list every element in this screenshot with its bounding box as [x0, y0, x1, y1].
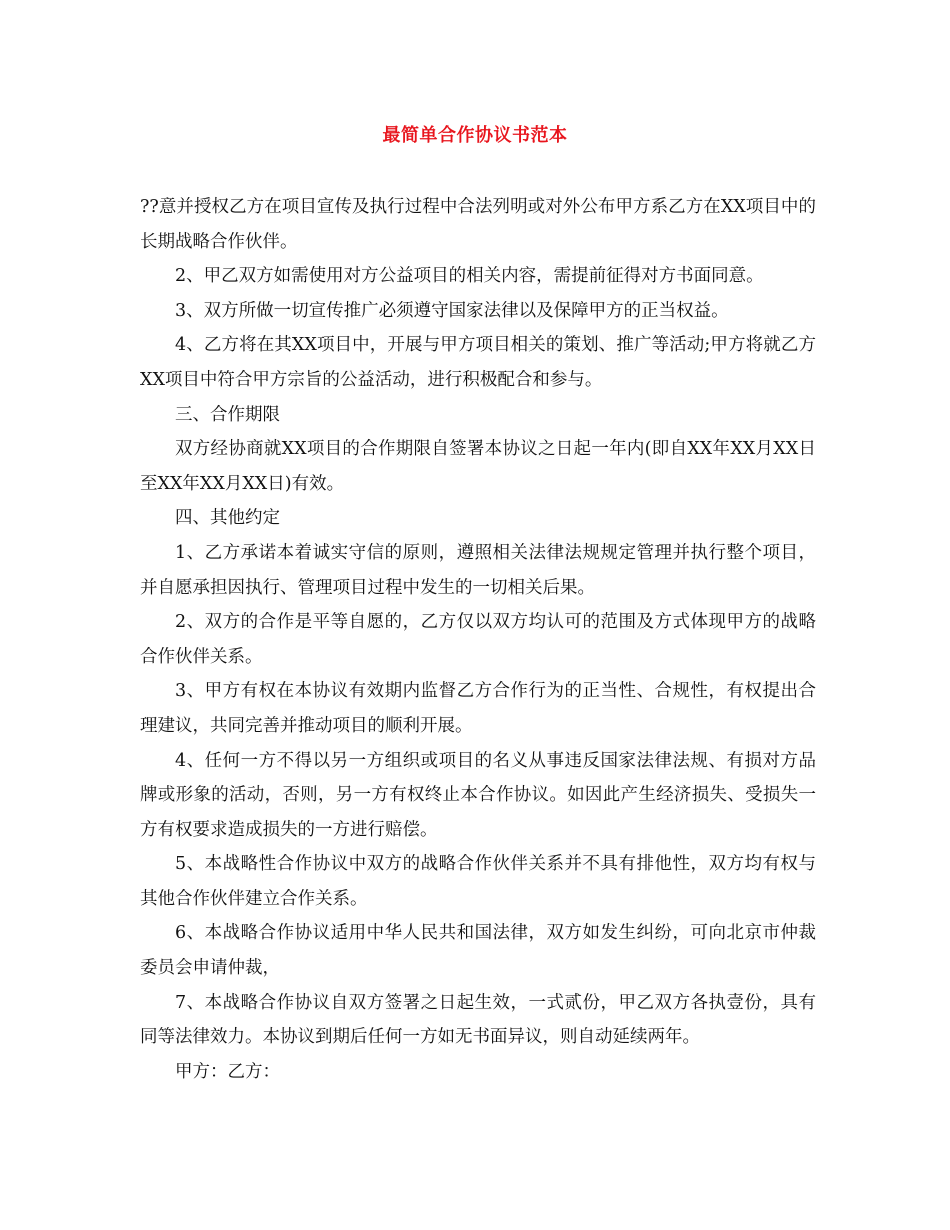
paragraph-clause-3: 3、双方所做一切宣传推广必须遵守国家法律以及保障甲方的正当权益。 [175, 300, 729, 321]
document-title: 最简单合作协议书范本 [382, 125, 568, 146]
paragraph-other-3: 3、甲方有权在本协议有效期内监督乙方合作行为的正当性、合规性，有权提出合理建议，共同完善并推动项目的顺利开展。 [140, 681, 816, 736]
paragraph-other-6: 6、本战略合作协议适用中华人民共和国法律，双方如发生纠纷，可向北京市仲裁委员会申请仲裁， [140, 923, 816, 979]
paragraph-clause-4: 4、乙方将在其XX项目中，开展与甲方项目相关的策划、推广等活动;甲方将就乙方XX项目中符合甲方宗旨的公益活动，进行积极配合和参与。 [140, 335, 816, 390]
paragraph-other-1: 1、乙方承诺本着诚实守信的原则，遵照相关法律法规规定管理并执行整个项目，并自愿承担因执行、管理项目过程中发生的一切相关后果。 [140, 542, 816, 598]
signature-line: 甲方：乙方： [175, 1061, 280, 1082]
paragraph-continuation: ??意并授权乙方在项目宣传及执行过程中合法列明或对外公布甲方系乙方在XX项目中的长期战略合作伙伴。 [140, 197, 816, 252]
paragraph-clause-2: 2、甲乙双方如需使用对方公益项目的相关内容，需提前征得对方书面同意。 [175, 266, 764, 287]
paragraph-other-5: 5、本战略性合作协议中双方的战略合作伙伴关系并不具有排他性，双方均有权与其他合作伙伴建立合作关系。 [140, 854, 816, 909]
section-heading-other: 四、其他约定 [175, 508, 280, 529]
document-body [140, 190, 816, 1089]
paragraph-other-2: 2、双方的合作是平等自愿的，乙方仅以双方均认可的范围及方式体现甲方的战略合作伙伴关系。 [140, 612, 816, 667]
paragraph-term: 双方经协商就XX项目的合作期限自签署本协议之日起一年内(即自XX年XX月XX日至XX年XX月XX日)有效。 [140, 439, 816, 494]
paragraph-other-7: 7、本战略合作协议自双方签署之日起生效，一式贰份，甲乙双方各执壹份，具有同等法律效力。本协议到期后任何一方如无书面异议，则自动延续两年。 [140, 992, 816, 1048]
paragraph-other-4: 4、任何一方不得以另一方组织或项目的名义从事违反国家法律法规、有损对方品牌或形象的活动，否则，另一方有权终止本合作协议。如因此产生经济损失、受损失一方有权要求造成损失的一方进行赔偿。 [140, 750, 816, 840]
section-heading-term: 三、合作期限 [175, 404, 280, 425]
